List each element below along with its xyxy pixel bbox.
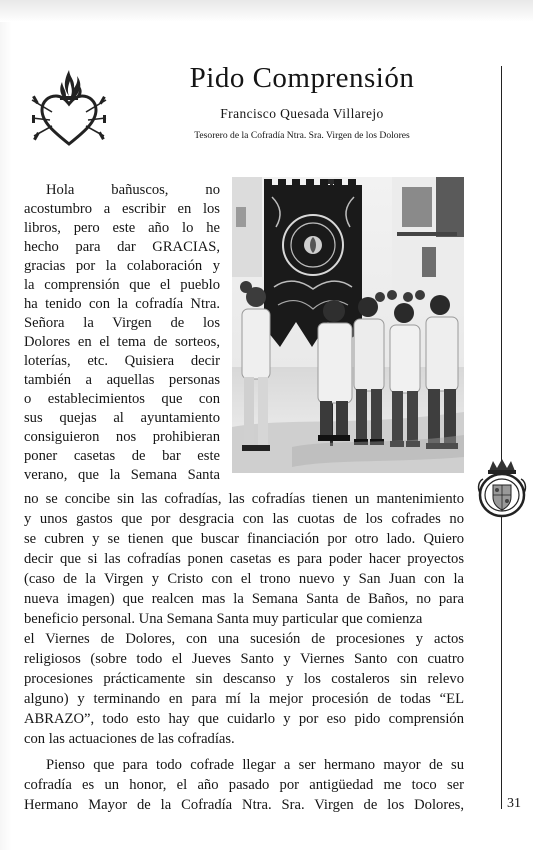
body-line: y unos gastos que por desgracia con las cuotas de los cofrades no [24,511,464,527]
body-line: o establecimientos que con [24,391,220,407]
body-line: verano, que la Semana Santa [24,467,220,483]
body-line: consiguieron nos prohibieran [24,429,220,445]
body-line: Dolores en el tema de sorteos, [24,334,220,350]
body-line: loterías, etc. Quisiera decir [24,353,220,369]
body-line: Hola bañuscos, no [46,182,220,198]
procession-banner-photo [232,177,464,473]
body-line: con las actuaciones de las cofradías. [24,731,235,747]
body-line: (caso de la Virgen y Cristo con el trono nuevo y San Juan con la [24,571,464,587]
body-line: Señora la Virgen de los [24,315,220,331]
body-line: libros, pero este año lo he [24,220,220,236]
body-line: Hermano Mayor de la Cofradía Ntra. Sra. Virgen de los Dolores, [24,797,464,813]
body-line: Pienso que para todo cofrade llegar a ser hermano mayor de su [46,757,464,773]
body-line: procesiones prácticamente sin descanso y los costaleros sin relevo [24,671,464,687]
page-number: 31 [507,796,521,811]
body-line: el Viernes de Dolores, con una sucesión de procesiones y actos [24,631,464,647]
body-line: gracias por la colaboración y [24,258,220,274]
pierced-heart-icon [30,66,108,150]
body-line: cofradía es un honor, el año pasado por antigüedad me toco ser [24,777,464,793]
body-line: la comprensión que el pueblo [24,277,220,293]
article-title: Pido Comprensión [189,62,415,94]
body-line: ABRAZO”, todo esto hay que cuidarlo y por eso pido comprensión [24,711,464,727]
author-role: Tesorero de la Cofradía Ntra. Sra. Virgen de los Dolores [194,130,410,141]
body-line: también a aquellas personas [24,372,220,388]
body-line: sus quejas al ayuntamiento [24,410,220,426]
body-line: se cubren y se tienen que buscar financiación por otro lado. Quiero [24,531,464,547]
article-author: Francisco Quesada Villarejo [220,106,384,121]
body-line: religiosos (sobre todo el Jueves Santo y Viernes Santo con cuatro [24,651,464,667]
body-line: no se concibe sin las cofradías, las cofradías tienen un mantenimiento [24,491,464,507]
margin-rule [501,66,502,809]
body-line: nueva imagen) que realcen mas la Semana Santa de Baños, no para [24,591,464,607]
body-line: acostumbro a escribir en los [24,201,220,217]
heraldic-seal-icon [475,457,529,519]
body-line: poner casetas de bar este [24,448,220,464]
body-line: decir que si las cofradías ponen casetas es para poder hacer proyectos [24,551,464,567]
body-line: alguno) y terminando en para mí la mejor procesión de todas “EL [24,691,464,707]
body-line: hecho para dar GRACIAS, [24,239,220,255]
scan-shadow [0,0,533,22]
body-line: beneficio personal. Una Semana Santa muy particular que comienza [24,611,423,627]
body-line: ha tenido con la cofradía Ntra. [24,296,220,312]
